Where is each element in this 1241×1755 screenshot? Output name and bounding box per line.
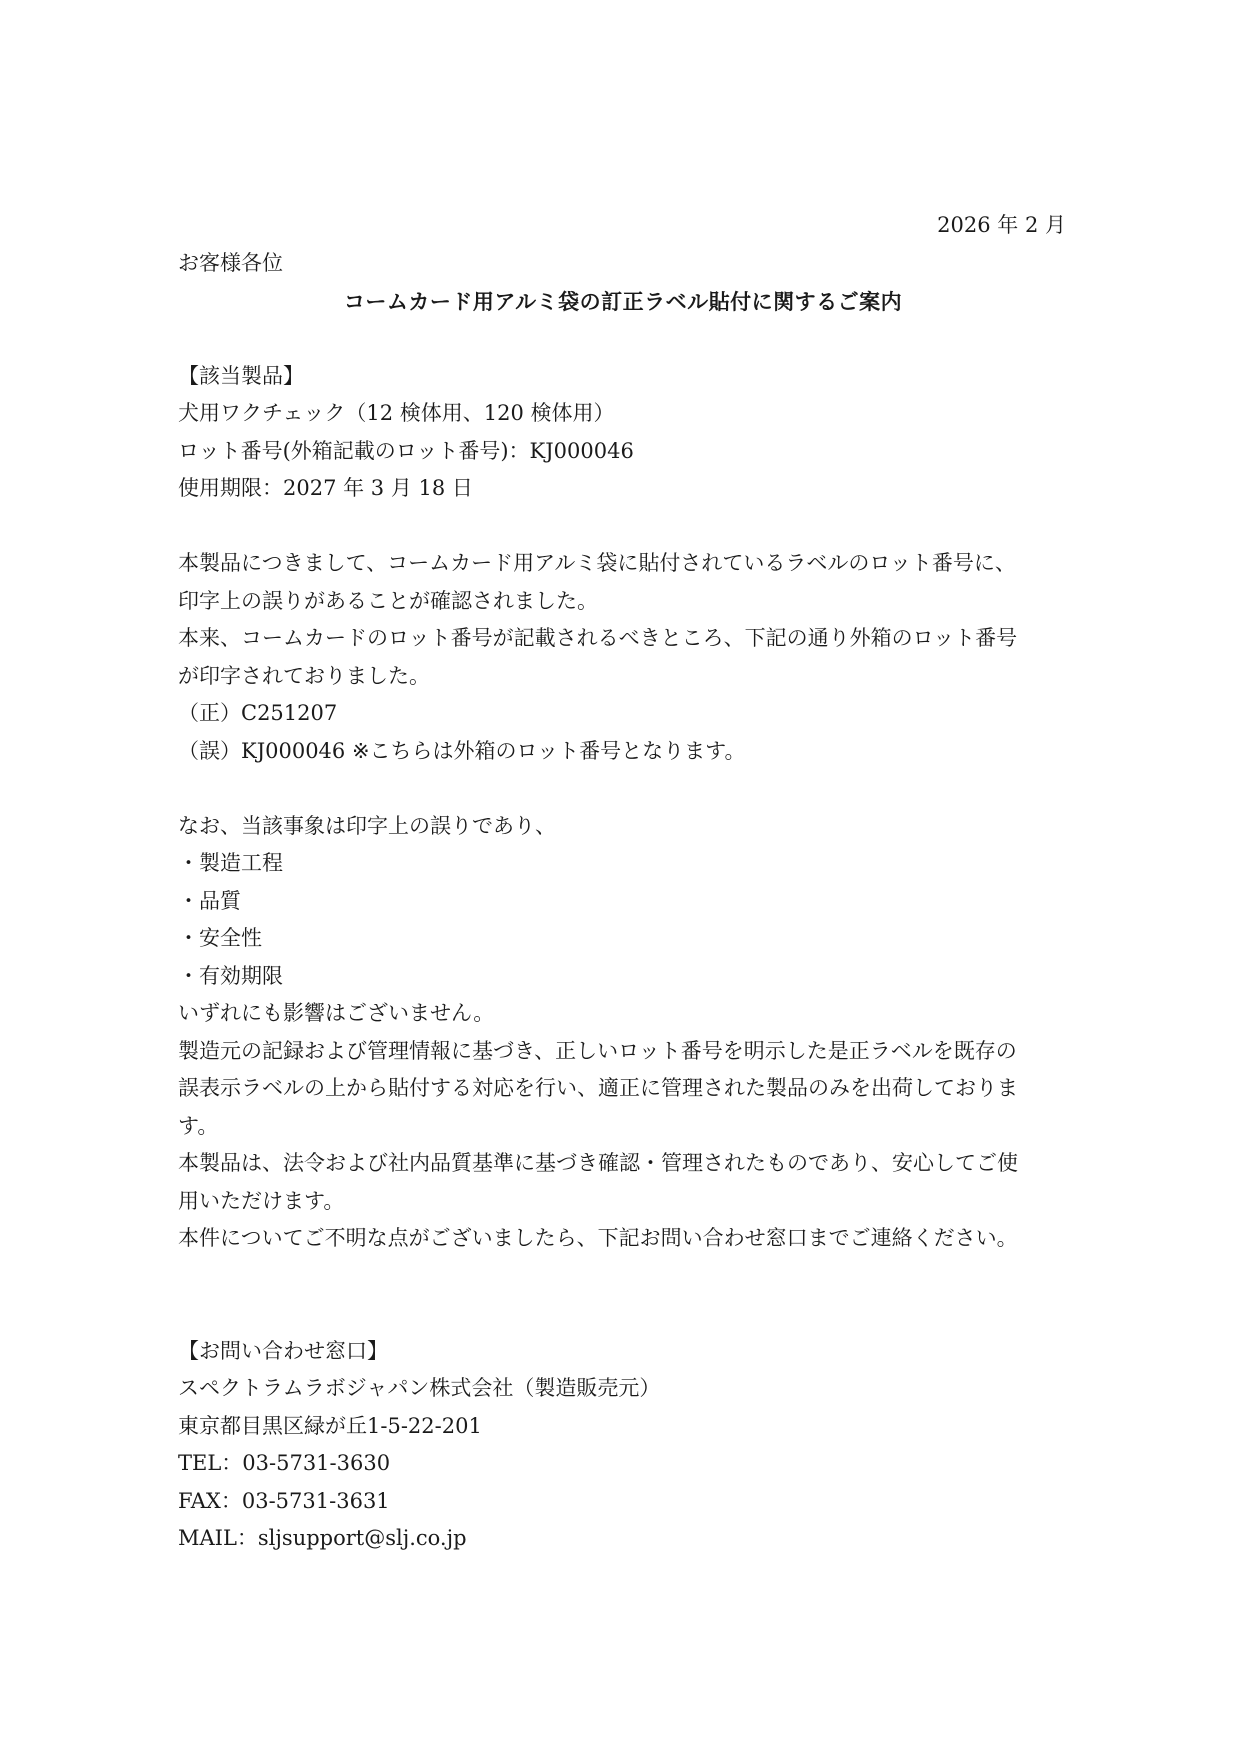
impact-intro: なお、当該事象は印字上の誤りであり、	[178, 813, 556, 838]
notice-line: 本製品につきまして、コームカード用アルミ袋に貼付されているラベルのロット番号に、	[178, 551, 1016, 575]
impact-item: ・安全性	[178, 926, 262, 950]
closing-line: 製造元の記録および管理情報に基づき、正しいロット番号を明示した是正ラベルを既存の	[178, 1038, 1017, 1063]
spacer	[178, 508, 1068, 546]
closing-line: す。	[178, 1113, 219, 1138]
contact-heading: 【お問い合わせ窓口】	[178, 1338, 388, 1363]
document-title: コームカード用アルミ袋の訂正ラベル貼付に関するご案内	[343, 288, 903, 314]
closing-section	[178, 1033, 1068, 1258]
impact-section	[178, 808, 1068, 1033]
contact-tel: TEL：03-5731-3630	[178, 1451, 391, 1475]
notice-section	[178, 545, 1068, 770]
product-expiry: 使用期限：2027 年 3 月 18 日	[178, 476, 473, 500]
contact-fax: FAX：03-5731-3631	[178, 1488, 390, 1513]
impact-item: ・製造工程	[178, 851, 283, 875]
document-body	[178, 245, 1068, 1558]
spacer	[178, 1258, 1068, 1333]
contact-address: 東京都目黒区緑が丘1-5-22-201	[178, 1413, 482, 1438]
closing-line: 誤表示ラベルの上から貼付する対応を行い、適正に管理された製品のみを出荷しておりま	[178, 1076, 1018, 1100]
notice-line: が印字されておりました。	[178, 663, 430, 688]
spacer	[178, 770, 1068, 808]
salutation: お客様各位	[178, 251, 283, 275]
product-lot: ロット番号(外箱記載のロット番号)：KJ000046	[178, 438, 634, 463]
product-name: 犬用ワクチェック（12 検体用、120 検体用）	[178, 401, 615, 425]
product-section	[178, 358, 1068, 508]
document-date: 2026 年 2 月	[937, 213, 1066, 237]
impact-conclusion: いずれにも影響はございません。	[178, 1001, 495, 1025]
impact-item: ・品質	[178, 888, 241, 913]
impact-item: ・有効期限	[178, 963, 283, 988]
closing-line: 本製品は、法令および社内品質基準に基づき確認・管理されたものであり、安心してご使	[178, 1151, 1018, 1175]
product-heading: 【該当製品】	[178, 363, 304, 388]
incorrect-lot: （誤）KJ000046 ※こちらは外箱のロット番号となります。	[178, 738, 746, 763]
contact-section	[178, 1333, 1068, 1558]
contact-mail: MAIL：sljsupport@slj.co.jp	[178, 1526, 467, 1550]
notice-line: 印字上の誤りがあることが確認されました。	[178, 588, 598, 613]
spacer	[178, 320, 1068, 358]
correct-lot: （正）C251207	[178, 701, 338, 725]
contact-company: スペクトラムラボジャパン株式会社（製造販売元）	[178, 1376, 661, 1400]
notice-line: 本来、コームカードのロット番号が記載されるべきところ、下記の通り外箱のロット番号	[178, 626, 1018, 650]
closing-line: 用いただけます。	[178, 1188, 345, 1213]
closing-line: 本件についてご不明な点がございましたら、下記お問い合わせ窓口までご連絡ください。	[178, 1226, 1018, 1250]
